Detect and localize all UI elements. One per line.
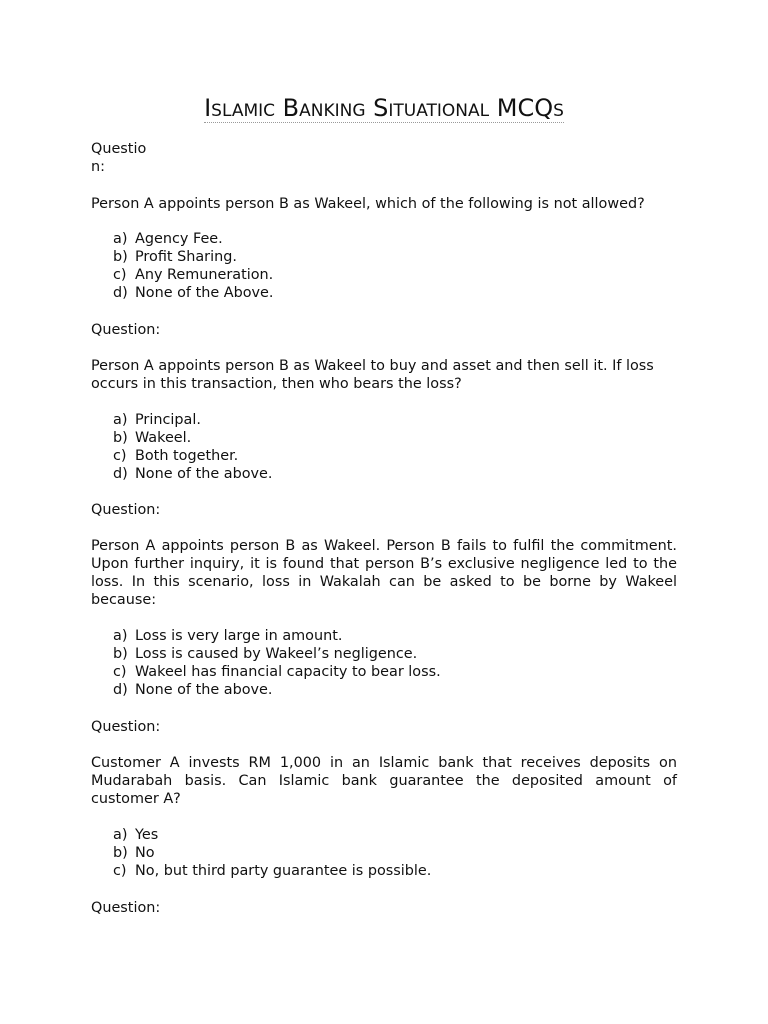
- question-3-option-a: [113, 627, 441, 645]
- question-2-option-d: [113, 465, 272, 483]
- document-title: Islamic Banking Situational MCQs: [204, 94, 564, 122]
- option-letter: b): [113, 249, 128, 265]
- question-1-options: [113, 230, 273, 302]
- question-3-option-d: [113, 681, 441, 699]
- question-3-options: [113, 627, 441, 699]
- option-text: None of the Above.: [135, 285, 274, 301]
- question-1-option-d: [113, 284, 273, 302]
- question-1-option-b: [113, 248, 273, 266]
- option-letter: b): [113, 845, 128, 861]
- option-letter: a): [113, 827, 128, 843]
- option-letter: c): [113, 267, 127, 283]
- option-text: Profit Sharing.: [135, 249, 237, 265]
- option-letter: a): [113, 412, 128, 428]
- question-2-option-c: [113, 447, 272, 465]
- option-text: Agency Fee.: [135, 231, 223, 247]
- question-1-option-c: [113, 266, 273, 284]
- question-4-text: Customer A invests RM 1,000 in an Islamic bank that receives deposits on Mudarabah basis. Can Islamic bank guarantee the deposited amount of customer A?: [91, 755, 677, 807]
- question-4-option-a: [113, 826, 431, 844]
- question-1-label: Question:: [91, 141, 147, 175]
- question-4-option-b: [113, 844, 431, 862]
- option-text: Loss is very large in amount.: [135, 628, 343, 644]
- question-2-option-b: [113, 429, 272, 447]
- question-4-label: Question:: [91, 719, 161, 735]
- question-1-option-a: [113, 230, 273, 248]
- question-2-text: Person A appoints person B as Wakeel to buy and asset and then sell it. If loss occurs in this transaction, then who bears the loss?: [91, 358, 654, 392]
- question-5-label: Question:: [91, 900, 161, 916]
- option-text: Wakeel.: [135, 430, 192, 446]
- question-1-text: Person A appoints person B as Wakeel, which of the following is not allowed?: [91, 196, 645, 212]
- option-letter: c): [113, 863, 127, 879]
- option-text: No: [135, 845, 155, 861]
- option-letter: a): [113, 628, 128, 644]
- question-3-label: Question:: [91, 502, 161, 518]
- option-text: None of the above.: [135, 682, 273, 698]
- option-text: No, but third party guarantee is possible.: [135, 863, 432, 879]
- option-text: None of the above.: [135, 466, 273, 482]
- question-4-options: [113, 826, 431, 880]
- option-letter: d): [113, 285, 128, 301]
- option-letter: d): [113, 466, 128, 482]
- option-letter: a): [113, 231, 128, 247]
- question-4-option-c: [113, 862, 431, 880]
- question-3-option-b: [113, 645, 441, 663]
- question-2-options: [113, 411, 272, 483]
- option-letter: c): [113, 448, 127, 464]
- option-text: Wakeel has financial capacity to bear loss.: [135, 664, 441, 680]
- option-text: Loss is caused by Wakeel’s negligence.: [135, 646, 418, 662]
- option-text: Yes: [135, 827, 159, 843]
- option-letter: d): [113, 682, 128, 698]
- option-text: Principal.: [135, 412, 201, 428]
- question-3-text: Person A appoints person B as Wakeel. Person B fails to fulfil the commitment. Upon further inquiry, it is found that person B’s exclusive negligence led to the loss. In this scenario, loss in Wakalah can be asked to be borne by Wakeel because:: [91, 538, 677, 608]
- option-letter: c): [113, 664, 127, 680]
- option-text: Any Remuneration.: [135, 267, 274, 283]
- question-2-option-a: [113, 411, 272, 429]
- option-letter: b): [113, 646, 128, 662]
- question-2-label: Question:: [91, 322, 161, 338]
- question-3-option-c: [113, 663, 441, 681]
- option-text: Both together.: [135, 448, 239, 464]
- option-letter: b): [113, 430, 128, 446]
